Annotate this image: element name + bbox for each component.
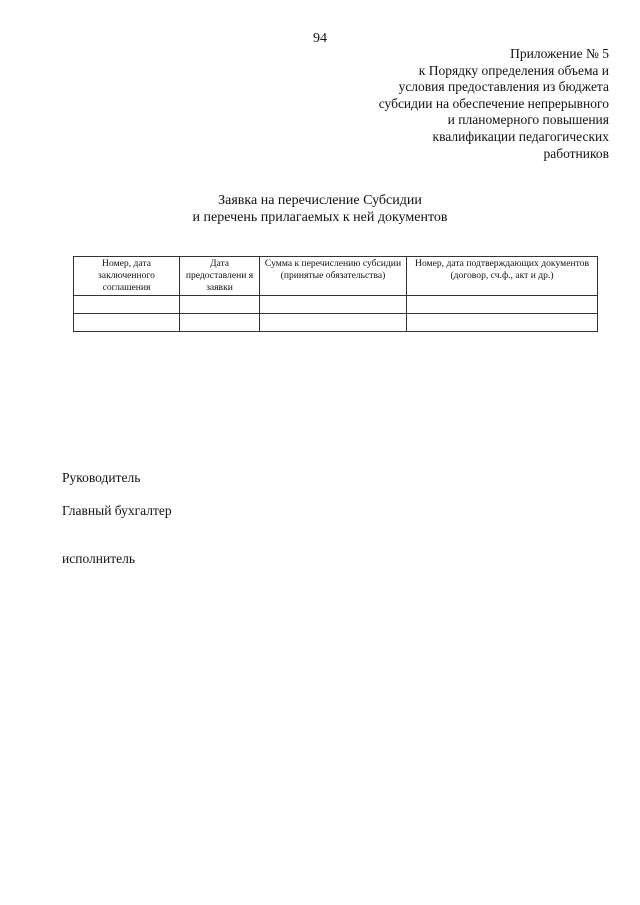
request-table: [73, 256, 598, 332]
table-cell[interactable]: [260, 296, 407, 314]
table-cell[interactable]: [74, 296, 180, 314]
appendix-line: субсидии на обеспечение непрерывного: [378, 95, 609, 111]
table-row: [74, 296, 598, 314]
signature-executor: исполнитель: [62, 551, 135, 566]
appendix-reference: [279, 46, 609, 162]
header-amount: Сумма к перечислению субсидии (принятые обязательства): [260, 257, 407, 296]
appendix-line: работников: [543, 145, 609, 161]
header-documents: Номер, дата подтверждающих документов (договор, сч.ф., акт и др.): [407, 257, 598, 296]
table-cell[interactable]: [260, 314, 407, 332]
appendix-line: Приложение № 5: [510, 46, 609, 61]
table-row: [74, 314, 598, 332]
table-cell[interactable]: [407, 296, 598, 314]
appendix-line: и планомерного повышения: [447, 112, 609, 128]
appendix-line: к Порядку определения объема и: [418, 62, 609, 78]
appendix-line: квалификации педагогических: [432, 128, 609, 144]
table-cell[interactable]: [180, 314, 260, 332]
signature-chief-accountant: Главный бухгалтер: [62, 503, 172, 518]
table-cell[interactable]: [74, 314, 180, 332]
table-cell[interactable]: [180, 296, 260, 314]
header-request-date: Дата предоставлени я заявки: [180, 257, 260, 296]
header-agreement: Номер, дата заключенного соглашения: [74, 257, 180, 296]
table-header-row: [74, 257, 598, 296]
page-number: 94: [313, 31, 327, 46]
signature-head: Руководитель: [62, 470, 141, 485]
document-title: [0, 192, 640, 226]
appendix-line: условия предоставления из бюджета: [398, 79, 609, 95]
table-cell[interactable]: [407, 314, 598, 332]
document-title-line-2: и перечень прилагаемых к ней документов: [192, 210, 448, 225]
document-title-line-1: Заявка на перечисление Субсидии: [218, 193, 422, 208]
